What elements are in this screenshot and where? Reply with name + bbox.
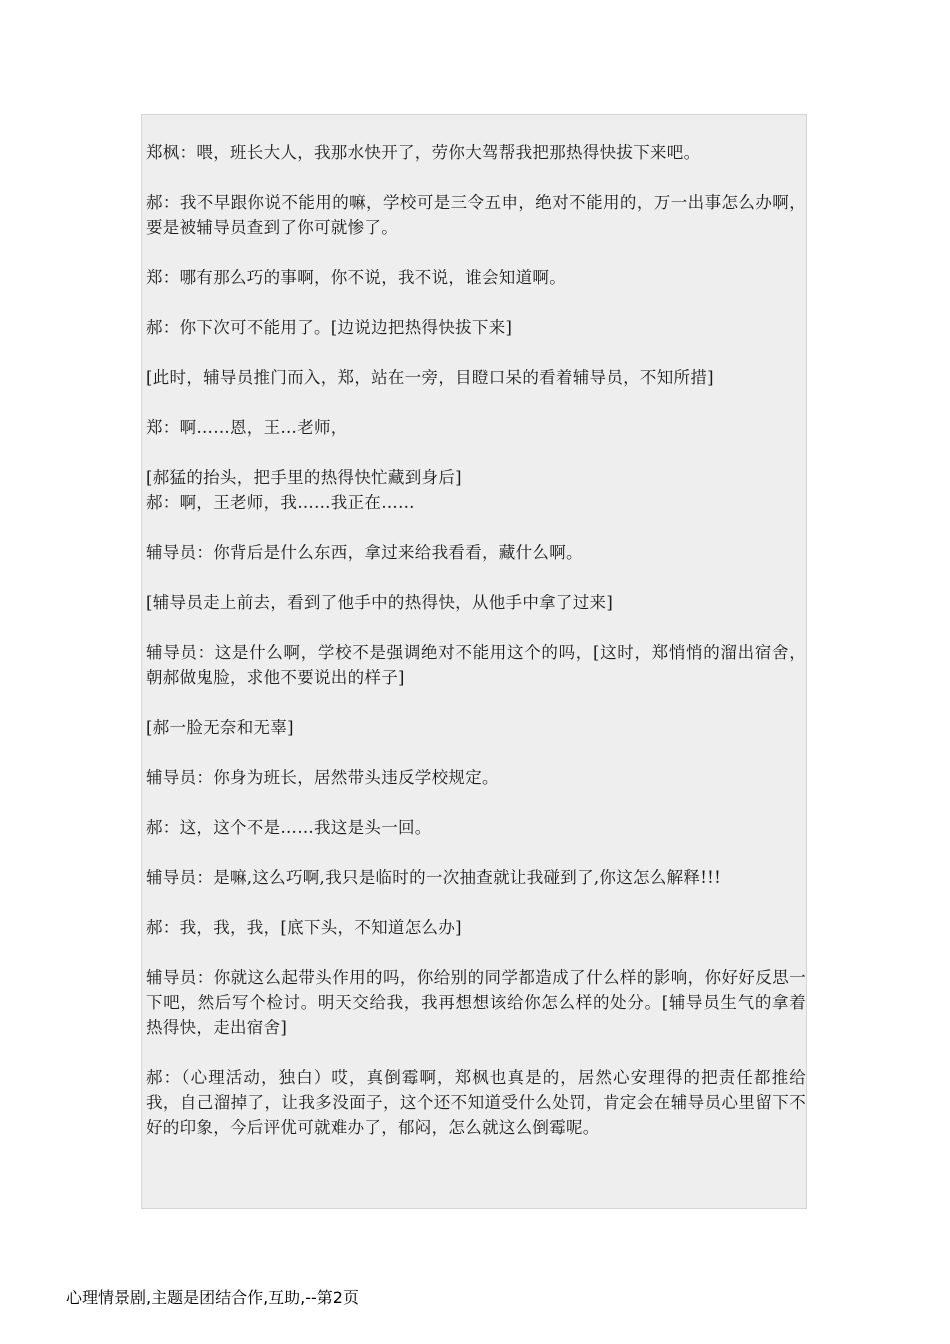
stage-direction: [此时，辅导员推门而入，郑，站在一旁，目瞪口呆的看着辅导员，不知所措]	[146, 368, 714, 387]
dialogue-line: 辅导员：你就这么起带头作用的吗，你给别的同学都造成了什么样的影响，你好好反思一下吧，然后写个检讨。明天交给我，我再想想该给你怎么样的处分。[辅导员生气的拿着热得快，走出宿舍]	[146, 968, 806, 1037]
stage-direction: [郝一脸无奈和无辜]	[146, 718, 294, 737]
dialogue-line: 郑：哪有那么巧的事啊，你不说，我不说，谁会知道啊。	[146, 268, 566, 287]
dialogue-line: 辅导员：这是什么啊，学校不是强调绝对不能用这个的吗，[这时，郑悄悄的溜出宿舍，朝郝做鬼脸，求他不要说出的样子]	[146, 643, 806, 687]
stage-direction: [辅导员走上前去，看到了他手中的热得快，从他手中拿了过来]	[146, 593, 614, 612]
dialogue-line: 郝：你下次可不能用了。[边说边把热得快拔下来]	[146, 318, 513, 337]
dialogue-line: 郝：我，我，我，[底下头，不知道怎么办]	[146, 918, 462, 937]
dialogue-line: 郑：啊……恩，王…老师，	[146, 418, 348, 437]
stage-direction: [郝猛的抬头，把手里的热得快忙藏到身后]	[146, 468, 462, 487]
dialogue-line: 郝：（心理活动，独白）哎，真倒霉啊，郑枫也真是的，居然心安理得的把责任都推给我，自己溜掉了，让我多没面子，这个还不知道受什么处罚，肯定会在辅导员心里留下不好的印象，今后评优可就难办了，郁闷，怎么就这么倒霉呢。	[146, 1068, 806, 1137]
dialogue-line: 辅导员：是嘛,这么巧啊,我只是临时的一次抽查就让我碰到了,你这怎么解释!!!	[146, 868, 722, 887]
dialogue-line: 郑枫：喂，班长大人，我那水快开了，劳你大驾帮我把那热得快拔下来吧。	[146, 143, 701, 162]
script-panel	[141, 114, 807, 1209]
dialogue-line: 郝：我不早跟你说不能用的嘛，学校可是三令五申，绝对不能用的，万一出事怎么办啊，要是被辅导员查到了你可就惨了。	[146, 193, 806, 237]
dialogue-line: 郝：啊，王老师，我……我正在……	[146, 493, 415, 512]
dialogue-script	[146, 140, 806, 1165]
dialogue-line: 辅导员：你背后是什么东西，拿过来给我看看，藏什么啊。	[146, 543, 583, 562]
page-footer: 心理情景剧,主题是团结合作,互助,--第2页	[66, 1288, 359, 1307]
dialogue-line: 辅导员：你身为班长，居然带头违反学校规定。	[146, 768, 499, 787]
dialogue-line: 郝：这，这个不是……我这是头一回。	[146, 818, 432, 837]
